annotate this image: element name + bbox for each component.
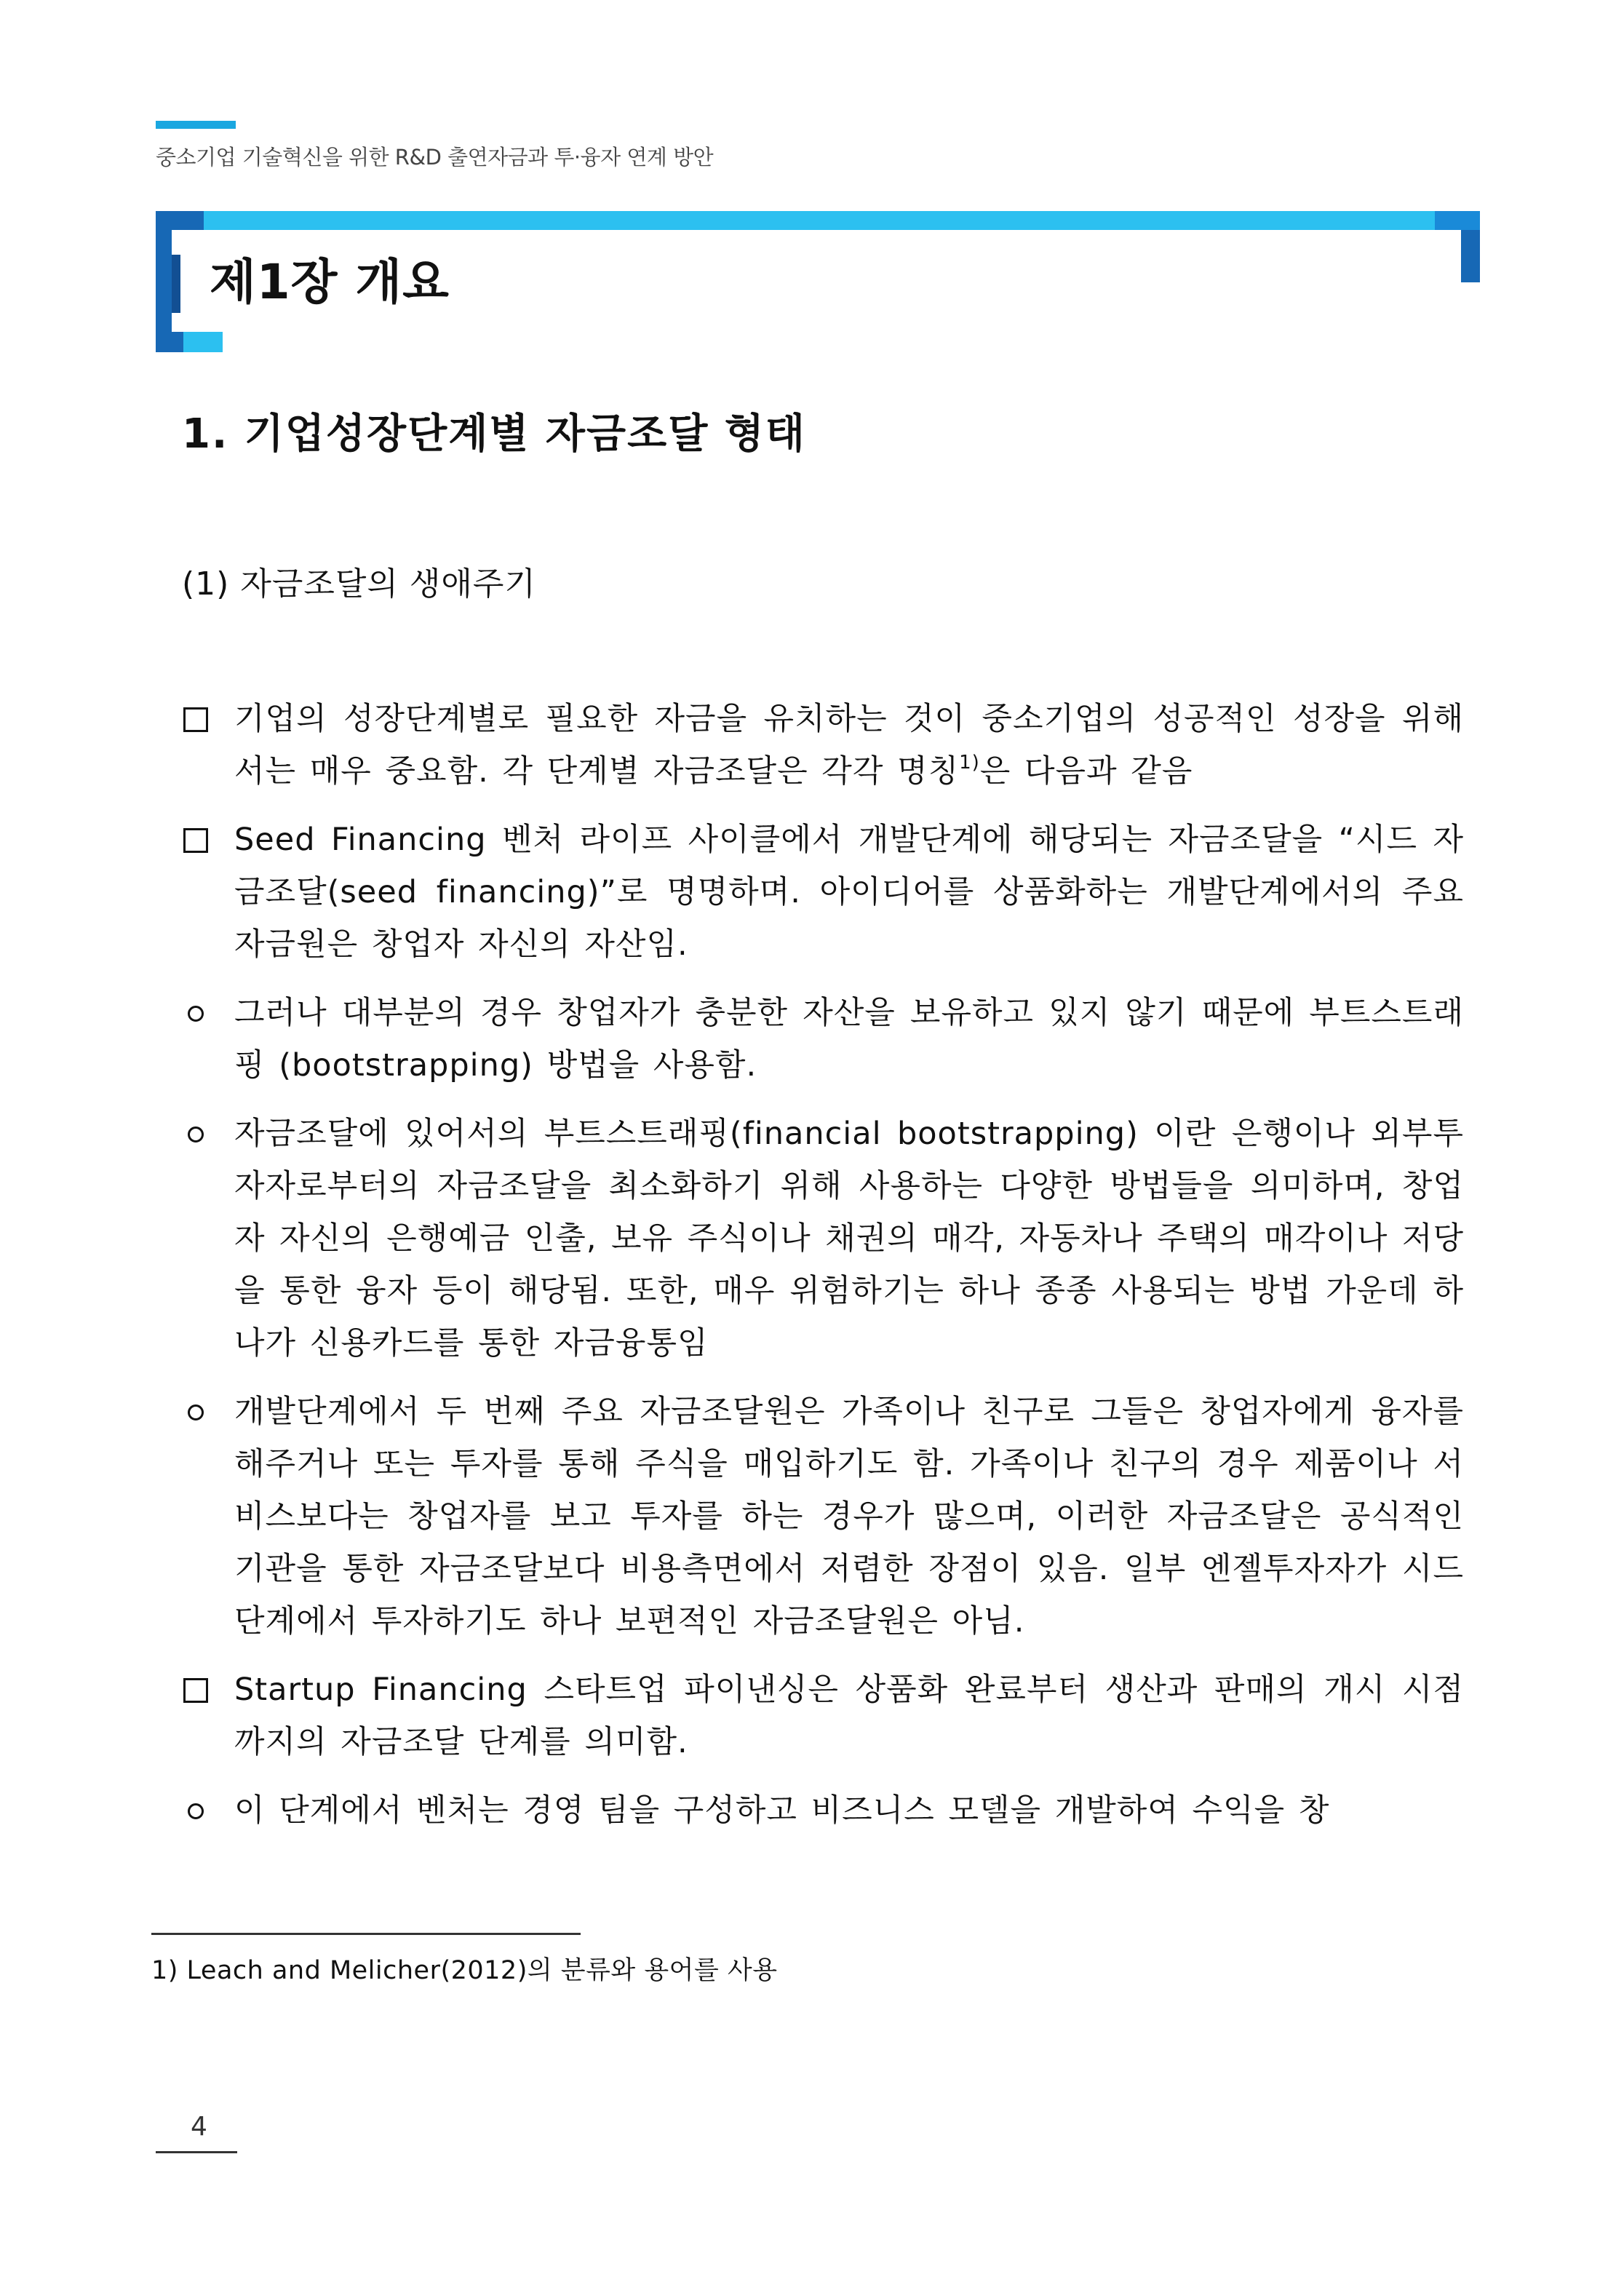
list-item [180, 987, 1464, 1092]
paragraph [234, 693, 1464, 798]
list-item [180, 1108, 1464, 1370]
banner-top-right-block [1435, 211, 1480, 230]
checkbox-bullet-icon [183, 1678, 208, 1703]
section-title: 1. 기업성장단계별 자금조달 형태 [182, 410, 806, 458]
list-item [180, 814, 1464, 971]
paragraph: 그러나 대부분의 경우 창업자가 충분한 자산을 보유하고 있지 않기 때문에 부트스트래핑 (bootstrapping) 방법을 사용함. [234, 995, 1464, 1084]
running-header: 중소기업 기술혁신을 위한 R&D 출연자금과 투·융자 연계 방안 [156, 145, 714, 170]
paragraph: 자금조달에 있어서의 부트스트래핑(financial bootstrapping) 이란 은행이나 외부투자자로부터의 자금조달을 최소화하기 위해 사용하는 다양한 방법들을 의미하며, 창업자 자신의 은행예금 인출, 보유 주식이나 채권의 매각, 자동차나 주택의 매각이나 저당을 통한 융자 등이 해당됨. 또한, 매우 위험하기는 하나 종종 사용되는 방법 가운데 하나가 신용카드를 통한 자금융통임 [234, 1116, 1464, 1362]
banner-top-left-block [156, 211, 204, 230]
page-number-rule [156, 2151, 237, 2153]
paragraph: 개발단계에서 두 번째 주요 자금조달원은 가족이나 친구로 그들은 창업자에게 융자를 해주거나 또는 투자를 통해 주식을 매입하기도 함. 가족이나 친구의 경우 제품이나 서비스보다는 창업자를 보고 투자를 하는 경우가 많으며, 이러한 자금조달은 공식적인 기관을 통한 자금조달보다 비용측면에서 저렴한 장점이 있음. 일부 엔젤투자자가 시드단계에서 투자하기도 하나 보편적인 자금조달원은 아님. [234, 1394, 1464, 1640]
page-number: 4 [191, 2112, 207, 2142]
banner-top-bar [156, 211, 1480, 230]
paragraph-text: 은 다음과 같음 [979, 753, 1193, 790]
circle-bullet-icon [188, 1126, 204, 1143]
footnote-ref: 1) [959, 752, 980, 774]
circle-bullet-icon [188, 1006, 204, 1022]
list-item [180, 1386, 1464, 1648]
paragraph: Seed Financing 벤처 라이프 사이클에서 개발단계에 해당되는 자금조달을 “시드 자금조달(seed financing)”로 명명하며. 아이디어를 상품화하는 개발단계에서의 주요 자금원은 창업자 자신의 자산임. [234, 822, 1464, 963]
banner-bottom-left-block [156, 332, 183, 352]
checkbox-bullet-icon [183, 707, 208, 732]
circle-bullet-icon [188, 1803, 204, 1819]
banner-right-bracket [1461, 230, 1480, 282]
banner-left-inner-block [172, 255, 180, 313]
paragraph-text: 기업의 성장단계별로 필요한 자금을 유치하는 것이 중소기업의 성공적인 성장을 위해서는 매우 중요함. 각 단계별 자금조달은 각각 명칭 [234, 701, 1464, 790]
paragraph: 이 단계에서 벤처는 경영 팀을 구성하고 비즈니스 모델을 개발하여 수익을 창 [234, 1792, 1330, 1829]
chapter-title: 제1장 개요 [210, 254, 450, 310]
header-accent-bar [156, 121, 236, 129]
footnote-divider [151, 1933, 581, 1935]
list-item [180, 693, 1464, 798]
banner-left-bracket [156, 230, 172, 342]
paragraph: Startup Financing 스타트업 파이낸싱은 상품화 완료부터 생산과 판매의 개시 시점까지의 자금조달 단계를 의미함. [234, 1672, 1464, 1760]
list-item [180, 1784, 1464, 1837]
footnote: 1) Leach and Melicher(2012)의 분류와 용어를 사용 [151, 1956, 778, 1985]
subsection-title: (1) 자금조달의 생애주기 [182, 565, 536, 603]
body-list [180, 693, 1464, 1853]
checkbox-bullet-icon [183, 828, 208, 853]
circle-bullet-icon [188, 1404, 204, 1420]
list-item [180, 1664, 1464, 1768]
